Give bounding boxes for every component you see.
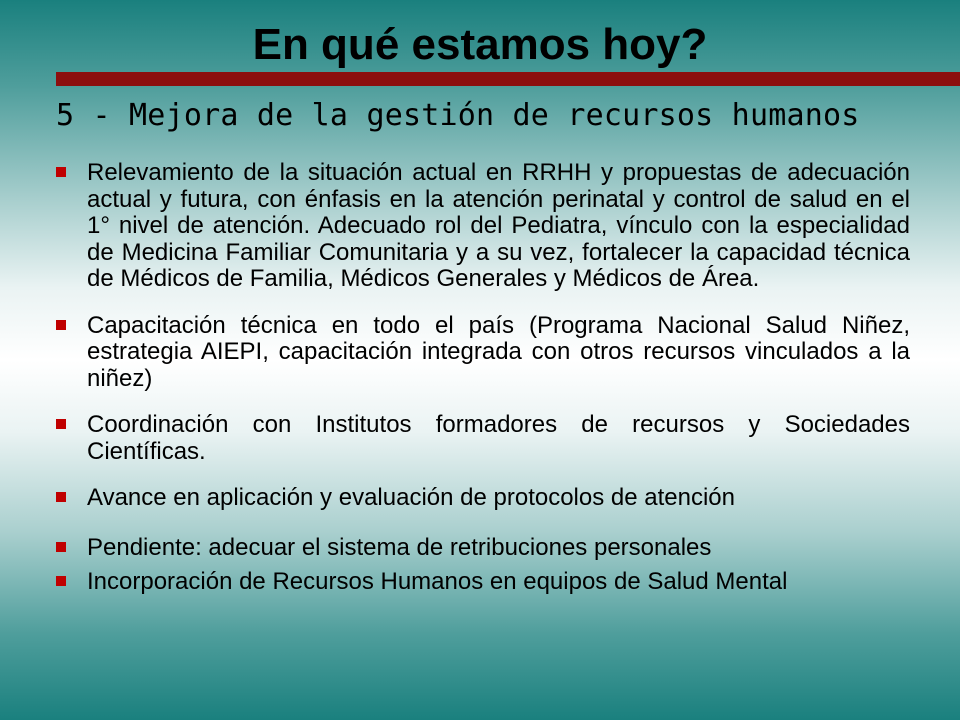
title-underline-bar [56, 72, 960, 86]
bullet-text: Pendiente: adecuar el sistema de retribuciones personales [87, 533, 712, 561]
slide-title: En qué estamos hoy? [252, 20, 708, 69]
bullet-text: Coordinación con Institutos formadores de recursos y Sociedades Científicas. [87, 411, 910, 465]
bullet-text: Avance en aplicación y evaluación de protocolos de atención [87, 484, 735, 511]
square-bullet-icon [56, 576, 66, 586]
bullet-text: Incorporación de Recursos Humanos en equipos de Salud Mental [87, 568, 788, 595]
list-item [56, 160, 910, 293]
list-item [56, 535, 910, 562]
list-item [56, 569, 910, 596]
list-item [56, 485, 910, 512]
square-bullet-icon [56, 167, 66, 177]
square-bullet-icon [56, 320, 66, 330]
bullet-text: Capacitación técnica en todo el país (Programa Nacional Salud Niñez, estrategia AIEPI, capacitación integrada con otros recursos vinculados a la niñez) [87, 311, 910, 392]
list-item [56, 313, 910, 393]
square-bullet-icon [56, 419, 66, 429]
square-bullet-icon [56, 492, 66, 502]
list-item [56, 412, 910, 465]
slide-subtitle: 5 - Mejora de la gestión de recursos humanos [56, 98, 860, 133]
square-bullet-icon [56, 542, 66, 552]
bullet-text: Relevamiento de la situación actual en RRHH y propuestas de adecuación actual y futura, con énfasis en la atención perinatal y control de salud en el 1° nivel de atención. Adecuado rol del Pediatra, vínculo con la especialidad de Medicina Familiar Comunitaria y a su vez, fortalecer la capacidad técnica de Médicos de Familia, Médicos Generales y Médicos de Área. [87, 159, 910, 292]
bullet-list [56, 160, 910, 596]
